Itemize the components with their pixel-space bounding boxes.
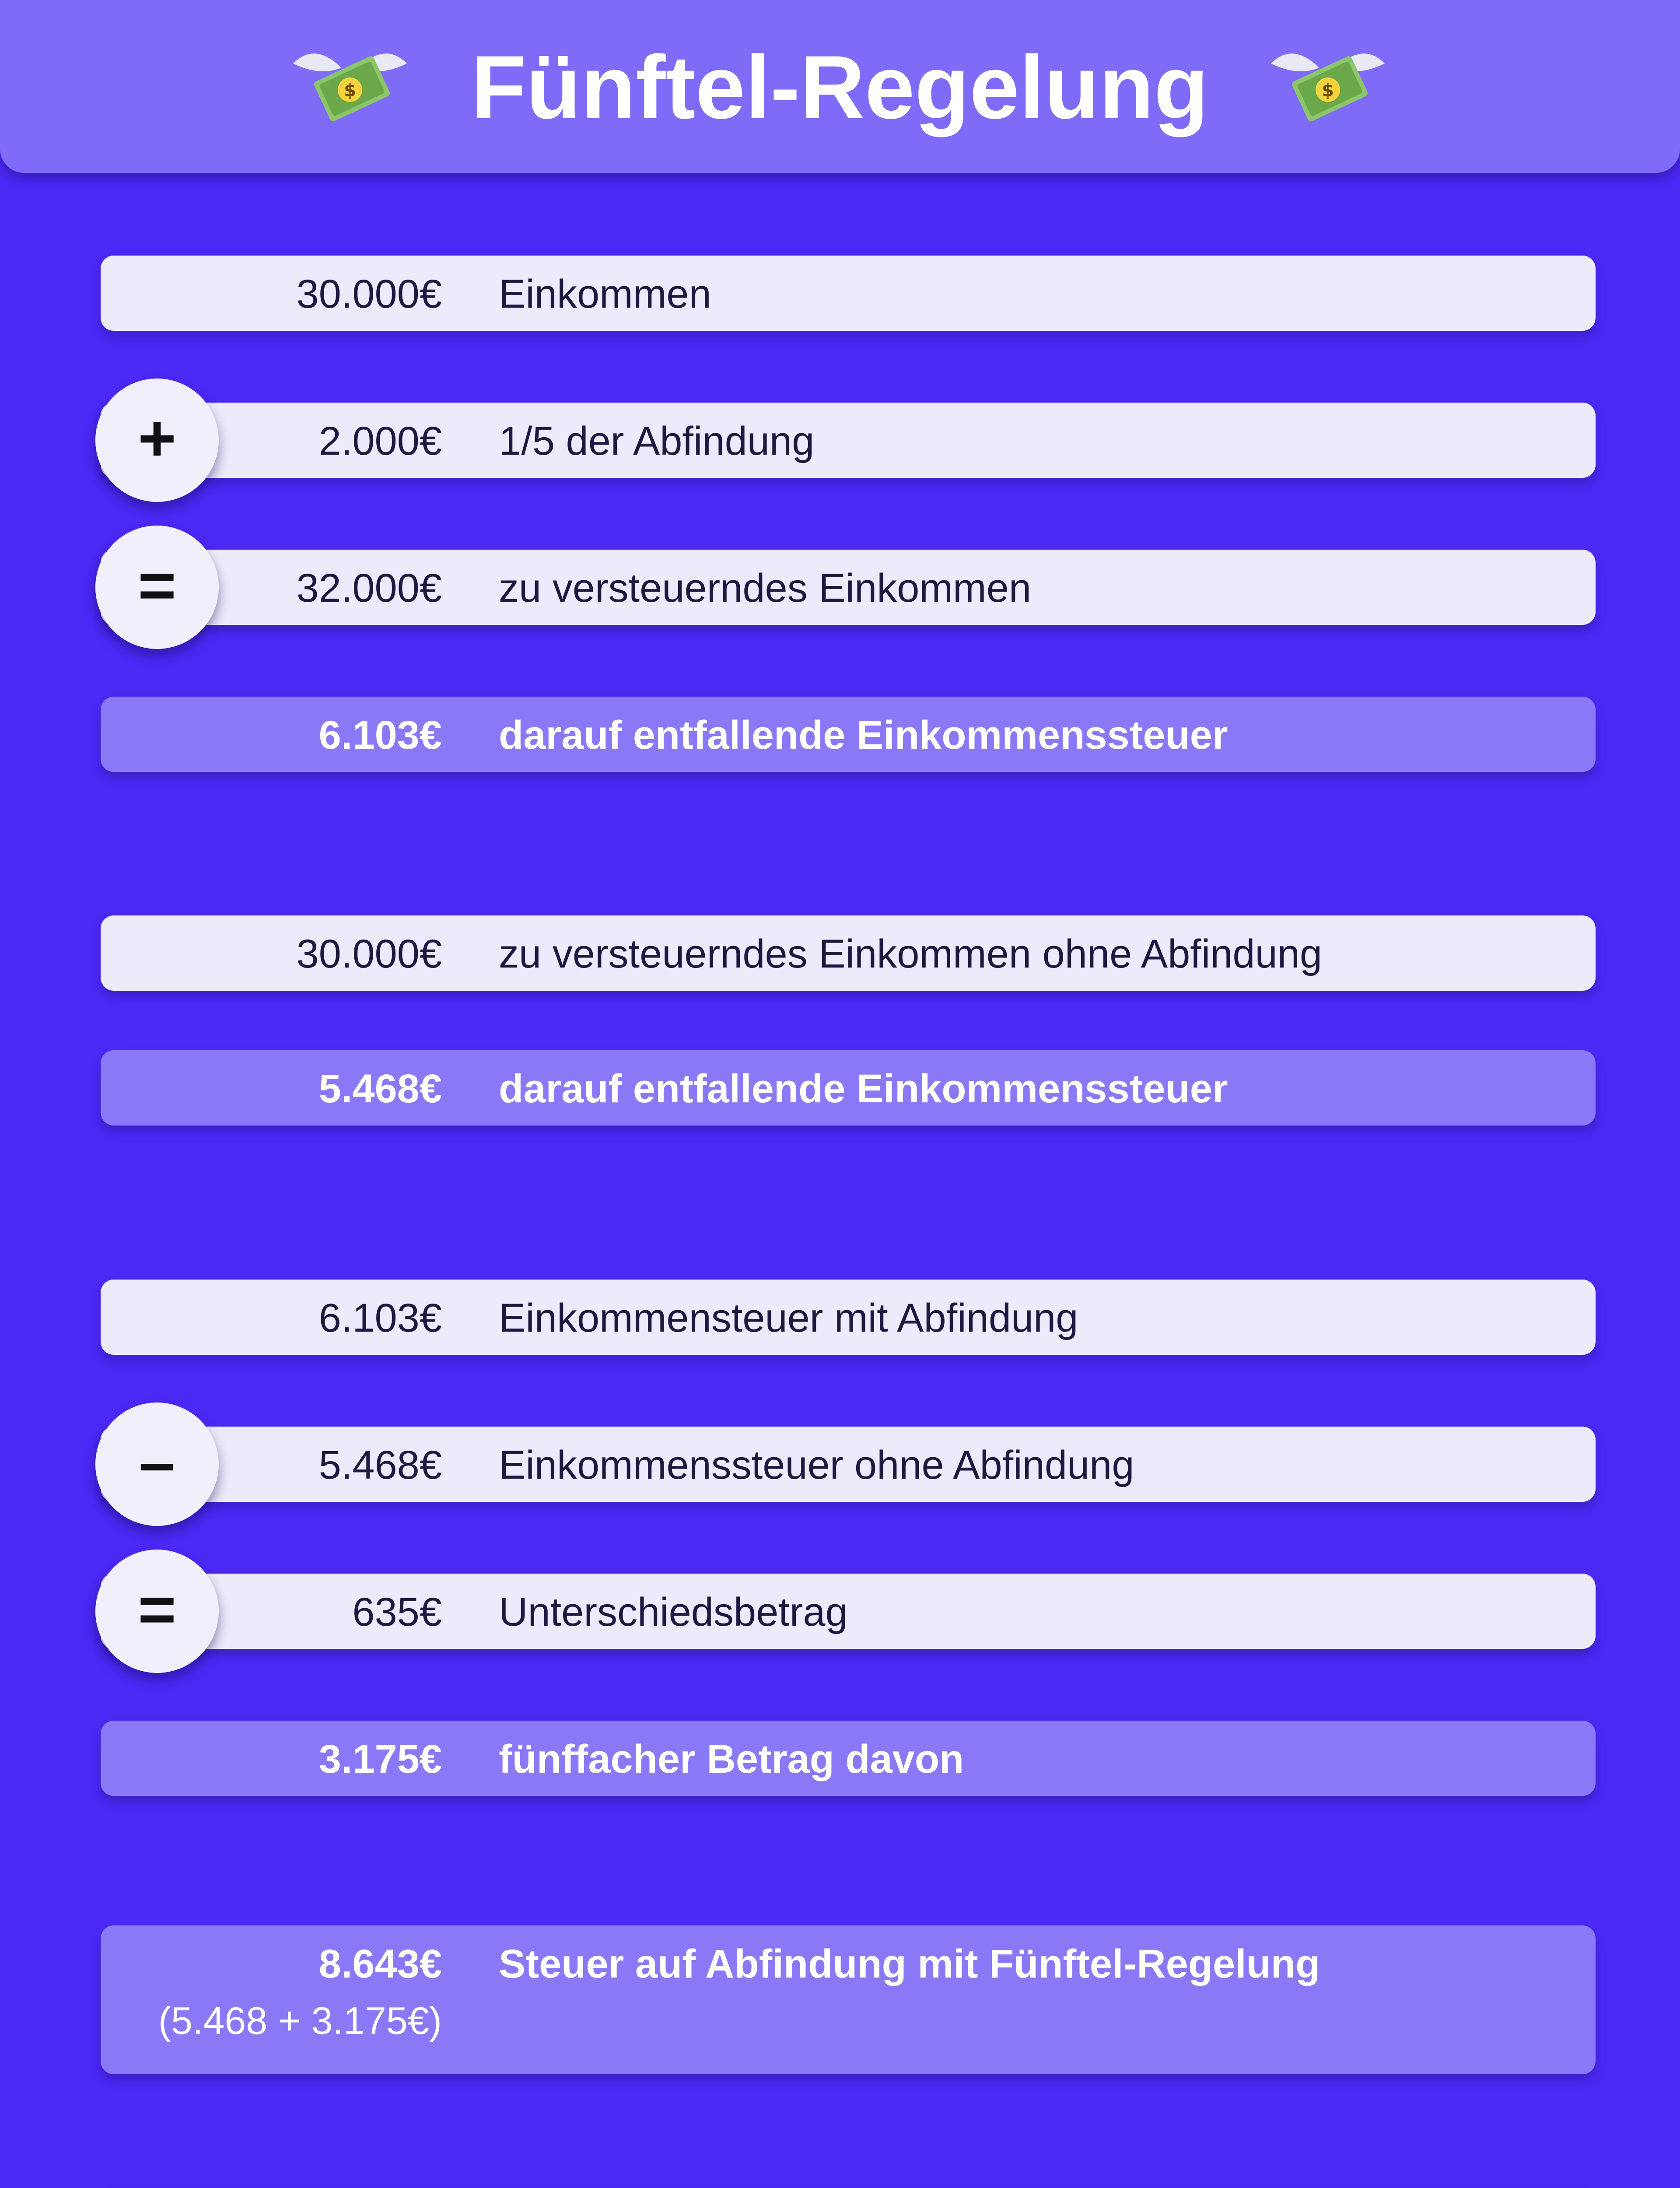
result-row-with-rule — [101, 1925, 1596, 2074]
row-label: fünffacher Betrag davon — [499, 1737, 964, 1781]
result-row — [101, 1721, 1596, 1796]
equals-icon: = — [95, 1550, 219, 1673]
amount-note: (5.468 + 3.175€) — [158, 1999, 442, 2042]
calc-row — [101, 403, 1596, 478]
svg-text:$: $ — [344, 81, 356, 101]
row-label: Unterschiedsbetrag — [499, 1590, 848, 1634]
result-row — [101, 697, 1596, 772]
row-label: darauf entfallende Einkommenssteuer — [499, 1066, 1228, 1111]
row-amount: 30.000€ — [296, 272, 442, 316]
page-title: Fünftel-Regelung — [471, 37, 1209, 137]
row-amount: 30.000€ — [296, 932, 442, 976]
row-amount: 2.000€ — [318, 419, 442, 463]
calc-row — [101, 550, 1596, 625]
equals-icon: = — [95, 526, 219, 649]
row-label: zu versteuerndes Einkommen — [499, 566, 1032, 610]
row-amount: 6.103€ — [318, 713, 442, 757]
calc-row — [101, 1574, 1596, 1649]
calc-row — [101, 256, 1596, 331]
row-label: Einkommensteuer mit Abfindung — [499, 1296, 1078, 1340]
row-amount: 3.175€ — [318, 1737, 442, 1781]
money-with-wings-icon — [1267, 37, 1389, 138]
row-amount: 8.643€ — [318, 1942, 442, 1986]
row-label: darauf entfallende Einkommenssteuer — [499, 713, 1228, 757]
svg-text:$: $ — [1322, 81, 1334, 101]
row-amount: 5.468€ — [318, 1443, 442, 1487]
row-label: 1/5 der Abfindung — [499, 419, 815, 463]
row-label: zu versteuerndes Einkommen ohne Abfindung — [499, 932, 1323, 976]
minus-icon: – — [95, 1403, 219, 1526]
result-row — [101, 1050, 1596, 1126]
calc-row — [101, 1427, 1596, 1502]
row-amount: 6.103€ — [318, 1296, 442, 1340]
row-label: Einkommen — [499, 272, 711, 316]
plus-icon: + — [95, 379, 219, 502]
row-amount: 32.000€ — [296, 566, 442, 610]
row-amount: 635€ — [352, 1590, 442, 1634]
row-label: Einkommenssteuer ohne Abfindung — [499, 1443, 1134, 1487]
row-amount: 5.468€ — [318, 1066, 442, 1111]
row-label: Steuer auf Abfindung mit Fünftel-Regelung — [499, 1942, 1320, 1986]
calc-row — [101, 915, 1596, 991]
calc-row — [101, 1280, 1596, 1355]
header-banner — [0, 0, 1680, 173]
